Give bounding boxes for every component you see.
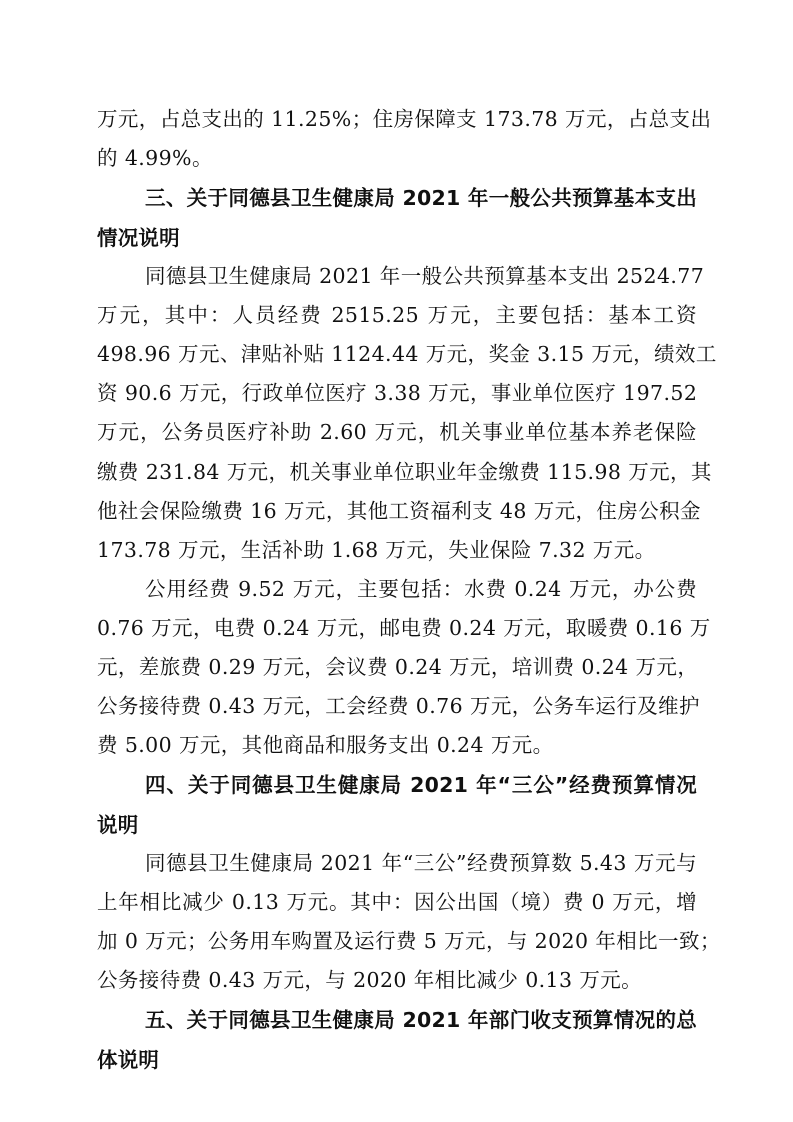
paragraph-line: 资 90.6 万元，行政单位医疗 3.38 万元，事业单位医疗 197.52 xyxy=(97,381,698,405)
paragraph-line: 498.96 万元、津贴补贴 1124.44 万元，奖金 3.15 万元，绩效工 xyxy=(97,342,717,366)
paragraph-line: 万元，其中：人员经费 2515.25 万元，主要包括：基本工资 xyxy=(97,303,697,327)
paragraph-line: 公务接待费 0.43 万元，工会经费 0.76 万元，公务车运行及维护 xyxy=(97,694,700,718)
paragraph-line: 公务接待费 0.43 万元，与 2020 年相比减少 0.13 万元。 xyxy=(97,968,643,992)
paragraph-line: 加 0 万元；公务用车购置及运行费 5 万元，与 2020 年相比一致； xyxy=(97,929,721,953)
paragraph-line: 同德县卫生健康局 2021 年一般公共预算基本支出 2524.77 xyxy=(145,264,705,288)
section-heading-4-cont: 说明 xyxy=(97,813,139,837)
paragraph-line: 万元，占总支出的 11.25%；住房保障支 173.78 万元，占总支出 xyxy=(97,107,712,131)
paragraph-line: 0.76 万元，电费 0.24 万元，邮电费 0.24 万元，取暖费 0.16 万 xyxy=(97,616,711,640)
paragraph-line: 同德县卫生健康局 2021 年“三公”经费预算数 5.43 万元与 xyxy=(145,851,697,875)
section-heading-5: 五、关于同德县卫生健康局 2021 年部门收支预算情况的总 xyxy=(145,1008,697,1032)
paragraph-line: 他社会保险缴费 16 万元，其他工资福利支 48 万元，住房公积金 xyxy=(97,499,701,523)
paragraph-line: 万元，公务员医疗补助 2.60 万元，机关事业单位基本养老保险 xyxy=(97,420,697,444)
section-heading-4: 四、关于同德县卫生健康局 2021 年“三公”经费预算情况 xyxy=(145,773,697,797)
paragraph-line: 公用经费 9.52 万元，主要包括：水费 0.24 万元，办公费 xyxy=(145,577,697,601)
paragraph-line: 元，差旅费 0.29 万元，会议费 0.24 万元，培训费 0.24 万元， xyxy=(97,655,699,679)
paragraph-line: 173.78 万元，生活补助 1.68 万元，失业保险 7.32 万元。 xyxy=(97,538,656,562)
section-heading-3-cont: 情况说明 xyxy=(97,226,180,250)
section-heading-3: 三、关于同德县卫生健康局 2021 年一般公共预算基本支出 xyxy=(145,186,697,210)
paragraph-line: 的 4.99%。 xyxy=(97,146,213,170)
paragraph-line: 缴费 231.84 万元，机关事业单位职业年金缴费 115.98 万元，其 xyxy=(97,460,712,484)
paragraph-line: 费 5.00 万元，其他商品和服务支出 0.24 万元。 xyxy=(97,733,554,757)
paragraph-line: 上年相比减少 0.13 万元。其中：因公出国（境）费 0 万元，增 xyxy=(97,890,697,914)
section-heading-5-cont: 体说明 xyxy=(97,1048,160,1072)
